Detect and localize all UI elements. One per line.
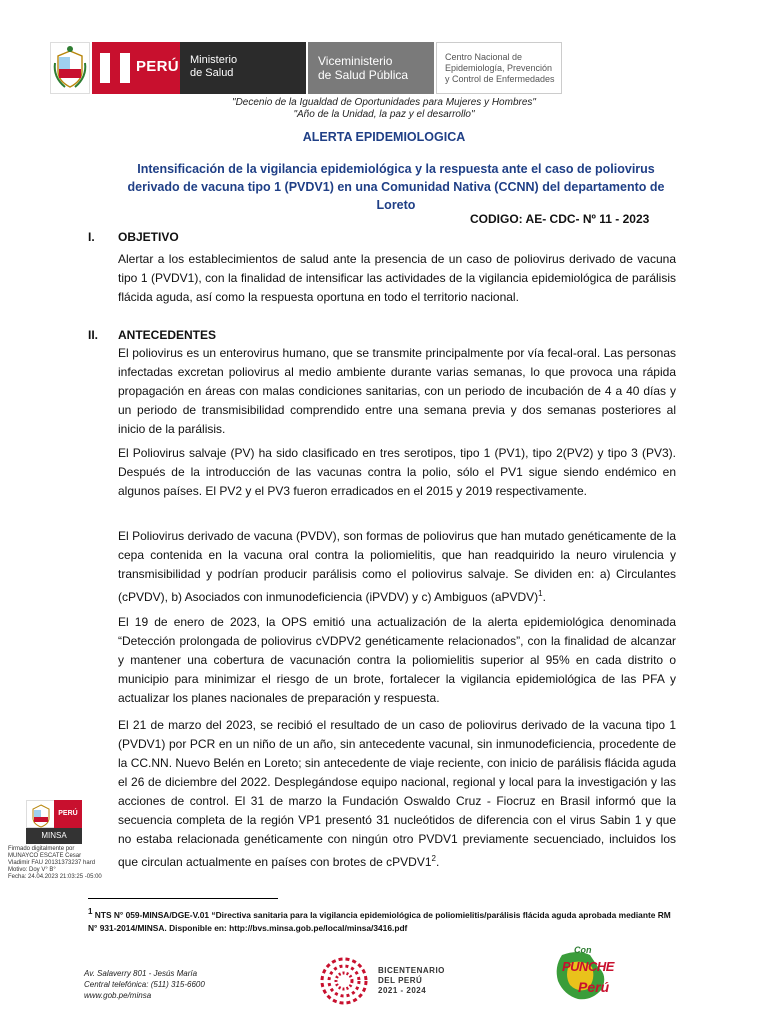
bicentenario-line: 2021 - 2024 — [378, 986, 427, 995]
header-logo-bar — [50, 42, 555, 94]
paragraph: El poliovirus es un enterovirus humano, que se transmite principalmente por vía fecal-oral. Las personas infectadas excretan poliovirus al medio ambiente durante varias semanas, lo que provoca una rápida propagación en áreas con malas condiciones sanitarias, con un periodo de incubación de 4 a 40 días y un periodo de transmisibilidad comprendido entre una semana previa y dos semanas posteriores al inicio de la parálisis. — [118, 346, 676, 436]
centro-block — [436, 42, 562, 94]
punche-peru: Perú — [578, 979, 610, 995]
section-number: II. — [88, 328, 99, 342]
peru-label: PERÚ — [136, 58, 179, 75]
stamp-peru-label: PERÚ — [54, 800, 82, 828]
paragraph: El 19 de enero de 2023, la OPS emitió una actualización de la alerta epidemiológica denominada “Detección prolongada de poliovirus cVDPV2 genéticamente relacionados”, con la finalidad de alcanzar y mantener una cobertura de vacunación contra la poliomielitis superior al 95% en cada distrito o municipio para minimizar el riesgo de un brote, fortalecer la vigilancia epidemiológica de las PFA y actualizar los planes nacionales de preparación y respuesta. — [118, 615, 676, 705]
flag-icon — [100, 53, 130, 83]
phone: Central telefónica: (511) 315-6600 — [84, 980, 205, 989]
punche-main: PUNCHE — [562, 959, 614, 974]
stamp-minsa-label: MINSA — [26, 828, 82, 844]
footnote — [88, 905, 678, 935]
paragraph: Alertar a los establecimientos de salud ante la presencia de un caso de poliovirus derivado de vacuna tipo 1 (PVDV1), con la finalidad de intensificar las actividades de la vigilancia epidemiológica de parálisis flácida aguda, así como la respuesta oportuna en todo el territorio nacional. — [118, 252, 676, 304]
signature-line: Firmado digitalmente por — [8, 846, 75, 852]
paragraph-text: El Poliovirus derivado de vacuna (PVDV), son formas de poliovirus que han mutado genéticamente de la cepa contenida en la vacuna oral contra la poliomielitis, que han readquirido la neuro virulencia y transmisibilidad y podrían producir parálisis como el poliovirus salvaje. Se dividen en: a) Circulantes (cPVDV), b) Asociados con inmunodeficiencia (iPVDV) y c) Ambiguos (aPVDV) — [118, 529, 676, 604]
signature-line: Motivo: Doy V° B° — [8, 867, 56, 873]
ministerio-block — [180, 42, 306, 94]
centro-label: Centro Nacional de Epidemiología, Prevención y Control de Enfermedades — [445, 52, 555, 84]
paragraph: El Poliovirus salvaje (PV) ha sido clasificado en tres serotipos, tipo 1 (PV1), tipo 2(PV2) y tipo 3 (PV3). Después de la introducción de las vacunas contra la polio, sólo el PV1 sigue siendo endémico en algunos países. El PV2 y el PV3 fueron erradicados en el 2015 y 2019 respectivamente. — [118, 446, 676, 498]
paragraph-with-footnote — [118, 716, 676, 872]
con-punche-peru-logo — [548, 945, 630, 1007]
document-code: CODIGO: AE- CDC- Nº 11 - 2023 — [470, 212, 650, 226]
document-subtitle: Intensificación de la vigilancia epidemiológica y la respuesta ante el caso de poliovirus derivado de vacuna tipo 1 (PVDV1) en una Comunidad Nativa (CCNN) del departamento de Loreto — [127, 162, 665, 212]
period: . — [435, 855, 440, 869]
bicentenario-emblem-icon — [318, 955, 370, 1007]
paragraph-with-footnote — [118, 527, 676, 607]
punche-con: Con — [574, 945, 592, 955]
bicentenario-line: DEL PERÚ — [378, 976, 423, 985]
website-link[interactable]: www.gob.pe/minsa — [84, 991, 152, 1000]
section-title: OBJETIVO — [118, 230, 179, 244]
peru-coat-of-arms-icon — [50, 42, 90, 94]
viceministerio-block — [308, 42, 434, 94]
signature-line: MUNAYCO ESCATE Cesar — [8, 853, 82, 859]
address: Av. Salaverry 801 - Jesús María — [84, 969, 198, 978]
footnote-ref: 1 — [538, 589, 543, 598]
footnote-divider — [88, 898, 278, 899]
section-number: I. — [88, 230, 95, 244]
viceministerio-label: Viceministerio de Salud Pública — [318, 54, 409, 82]
section-title: ANTECEDENTES — [118, 328, 217, 342]
paragraph-text: El 21 de marzo del 2023, se recibió el resultado de un caso de poliovirus derivado de la vacuna tipo 1 (PVDV1) por PCR en un niño de un año, sin antecedente vacunal, sin inmunodeficiencia, procedente de la CC.NN. Nuevo Belén en Loreto; sin antecedente de viaje reciente, con inicio de parálisis flácida aguda el 26 de diciembre del 2022. Desplegándose equipo nacional, regional y local para la investigación y las acciones de control. El 31 de marzo la Fundación Oswaldo Cruz - Fiocruz en Brasil informó que la secuencia completa de la región VP1 presentó 31 nucleótidos de diferencia con el virus Sabin 1 y que no estaba relacionada genéticamente con ningún otro PVDV1 previamente secuenciado, incluidos los que circulan actualmente en países con brotes de cPVDV1 — [118, 718, 676, 869]
bicentenario-text — [378, 966, 445, 996]
signature-line: Fecha: 24.04.2023 21:03:25 -05:00 — [8, 874, 102, 880]
bicentenario-line: BICENTENARIO — [378, 966, 445, 975]
footnote-text: NTS N° 059-MINSA/DGE-V.01 “Directiva sanitaria para la vigilancia epidemiológica de poliomielitis/parálisis flácida aguda aprobada mediante RM N° 931-2014/MINSA. Disponible en: http://bvs.minsa.gob.pe/local/minsa/3416.pdf — [88, 909, 671, 933]
peru-brand-block — [92, 42, 180, 94]
document-title: ALERTA EPIDEMIOLOGICA — [302, 130, 466, 144]
motto-line-2: "Año de la Unidad, la paz y el desarrollo" — [293, 109, 475, 120]
footnote-ref: 2 — [431, 854, 436, 863]
digital-signature-text — [8, 846, 118, 881]
minsa-stamp-logo — [26, 800, 82, 844]
signature-line: Vladimir FAU 20131373237 hard — [8, 860, 96, 866]
footer-address-block — [84, 968, 205, 1001]
footnote-marker: 1 — [88, 907, 93, 916]
ministerio-label: Ministerio de Salud — [190, 54, 238, 79]
motto-line-1: "Decenio de la Igualdad de Oportunidades para Mujeres y Hombres" — [232, 97, 536, 108]
period: . — [542, 590, 546, 604]
